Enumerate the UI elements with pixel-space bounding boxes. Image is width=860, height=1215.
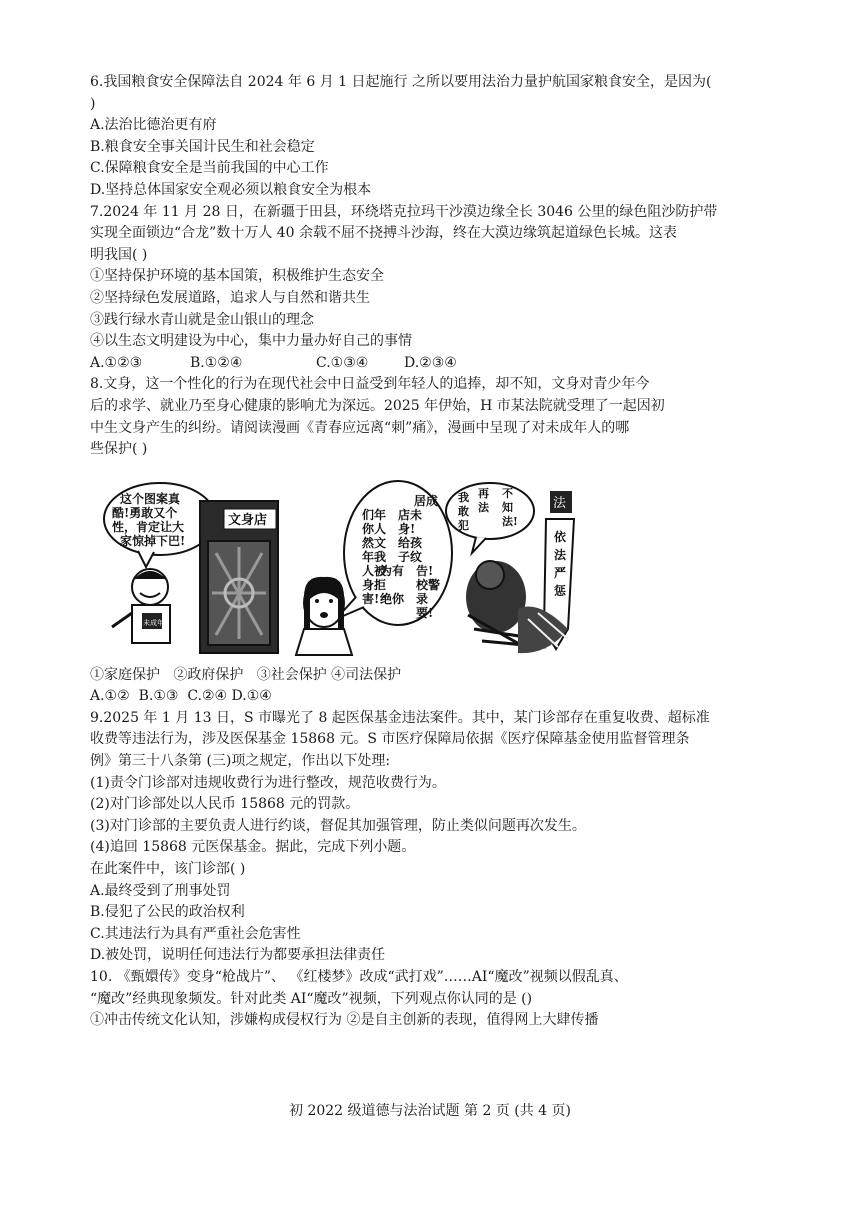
bubble-2-col: 人被 — [362, 563, 387, 578]
question-7-statement-1: ①坚持保护环境的基本国策，积极维护生态安全 — [90, 268, 384, 285]
question-6-stem-cont: ) — [90, 95, 96, 112]
question-8-statement-3: ③社会保护 — [256, 666, 327, 683]
question-8-stem-line: 后的求学、就业乃至身心健康的影响尤为深远。2025 年伊始，H 市某法院就受理了一起因初 — [90, 397, 665, 414]
bubble-3-col: 敢 — [458, 504, 469, 518]
comic-panel-1 — [104, 483, 278, 653]
question-9-stem-line: 例》第三十八条第 (三)项之规定，作出以下处理: — [90, 753, 391, 770]
comic-panel-3 — [446, 483, 574, 653]
question-10 — [90, 967, 730, 1032]
bubble-1-line-1: 这个图案真 — [120, 491, 181, 506]
bubble-2-col: 绝你 — [380, 591, 405, 606]
question-6-option-a: A.法治比德治更有府 — [90, 117, 217, 134]
question-9 — [90, 708, 730, 967]
boy-shirt-text: 未成年 — [143, 618, 164, 627]
question-8-stem-line: 些保护( ) — [90, 441, 148, 458]
question-7-choice-c: C.①③④ — [316, 354, 369, 371]
question-7-statement-2: ②坚持绿色发展道路，追求人与自然和谐共生 — [90, 289, 370, 306]
bubble-2-col: 身! — [398, 521, 416, 536]
question-7-choice-d: D.②③④ — [404, 354, 457, 371]
bubble-2-col: 店未 — [398, 507, 423, 522]
bubble-2-col: 居成 — [414, 493, 439, 508]
page-footer: 初 2022 级道德与法治试题 第 2 页 (共 4 页) — [289, 1103, 571, 1119]
question-8-choices — [90, 686, 730, 708]
bubble-3-col: 知 — [502, 500, 513, 514]
bubble-2-col: 然文 — [362, 535, 387, 550]
question-7 — [90, 202, 730, 375]
bubble-2-col: 们年 — [362, 507, 387, 522]
question-7-choice-b: B.①②④ — [190, 354, 243, 371]
bubble-1-line-4: 家惊掉下巴! — [120, 533, 186, 548]
bubble-2-col: 子纹 — [398, 549, 423, 564]
shop-sign: 文身店 — [228, 512, 268, 528]
question-7-stem-line: 7.2024 年 11 月 28 日，在新疆于田县，环绕塔克拉玛干沙漠边缘全长 3046 公里的绿色阻沙防护带 — [90, 203, 718, 220]
bubble-2-col: 年我 — [362, 549, 387, 564]
question-8-choice-a: A.①② — [90, 688, 130, 705]
question-9-option-c: C.其违法行为具有严重社会危害性 — [90, 925, 301, 942]
question-7-stem-line: 明我国( ) — [90, 246, 148, 263]
question-8-choice-c: C.②④ — [187, 688, 228, 705]
question-10-stem-line: “魔改”经典现象频发。针对此类 AI“魔改”视频，下列观点你认同的是 () — [90, 990, 533, 1007]
sword-text-1: 依 — [554, 529, 567, 544]
bubble-2-col: 给孩 — [398, 535, 423, 550]
sword-text-3: 严 — [554, 565, 567, 580]
question-9-stem-line: 在此案件中，该门诊部( ) — [90, 861, 246, 878]
question-8-stem-line: 中生文身产生的纠纷。请阅读漫画《青春应远离“刺”痛》，漫画中呈现了对未成年人的哪 — [90, 419, 630, 436]
sword-text-4: 惩 — [554, 583, 567, 598]
question-6 — [90, 72, 730, 202]
bubble-2-col: 你人 — [362, 521, 387, 536]
question-7-statement-3: ③践行绿水青山就是金山银山的理念 — [90, 311, 314, 328]
question-9-stem-line: (2)对门诊部处以人民币 15868 元的罚款。 — [90, 796, 360, 813]
question-8 — [90, 374, 730, 708]
question-9-stem-line: (1)责令门诊部对违规收费行为进行整改，规范收费行为。 — [90, 774, 446, 791]
bubble-3-col: 再 — [478, 486, 489, 500]
bubble-2-col: 录 — [416, 591, 429, 606]
question-8-statements — [90, 665, 730, 687]
question-9-option-a: A.最终受到了刑事处罚 — [90, 882, 231, 899]
question-10-stem-line: 10. 《甄嬛传》变身“枪战片”、 《红楼梦》改成“武打戏”……AI“魔改”视频以假乱真、 — [90, 969, 628, 985]
bubble-3-col: 法 — [478, 500, 489, 514]
question-8-choice-d: D.①④ — [231, 688, 272, 705]
question-7-choices — [90, 353, 730, 375]
question-8-statement-2: ②政府保护 — [173, 666, 244, 683]
question-9-stem-line: (4)追回 15868 元医保基金。据此，完成下列小题。 — [90, 839, 416, 856]
question-9-stem-line: 9.2025 年 1 月 13 日，S 市曝光了 8 起医保基金违法案件。其中，某门诊部存在重复收费、超标准 — [90, 709, 710, 726]
bubble-2-col: 身拒 — [362, 577, 387, 592]
question-9-option-b: B.侵犯了公民的政治权利 — [90, 904, 245, 921]
sword-text-2: 法 — [554, 547, 567, 562]
question-7-statement-4: ④以生态文明建设为中心，集中力量办好自己的事情 — [90, 333, 412, 350]
question-8-stem-line: 8.文身，这一个性化的行为在现代社会中日益受到年轻人的追捧，却不知，文身对青少年今 — [90, 376, 650, 393]
bubble-2-col: 要! — [416, 605, 434, 620]
question-10-stem-line: ①冲击传统文化认知，涉嫌构成侵权行为 ②是自主创新的表现，值得网上大肆传播 — [90, 1012, 599, 1029]
bubble-3-col: 法! — [502, 514, 518, 528]
bubble-2-col: 为有 — [380, 563, 405, 578]
question-6-option-d: D.坚持总体国家安全观必须以粮食安全为根本 — [90, 181, 372, 198]
question-8-statement-1: ①家庭保护 — [90, 666, 160, 683]
question-7-stem-line: 实现全面锁边“合龙”数十万人 40 余载不屈不挠搏斗沙海，终在大漠边缘筑起道绿色长城。这表 — [90, 225, 678, 242]
bubble-1-line-3: 性，肯定让大 — [112, 519, 185, 534]
bubble-3-col: 犯 — [458, 518, 469, 532]
bubble-2-col: 害! — [362, 591, 380, 606]
banner-text: 法 — [553, 495, 567, 511]
bubble-2-col: 告! — [416, 563, 434, 578]
bubble-3-col: 不 — [502, 486, 513, 500]
comic-svg — [98, 479, 588, 657]
question-9-stem-line: 收费等违法行为，涉及医保基金 15868 元。S 市医疗保障局依据《医疗保障基金使用监督管理条 — [90, 731, 690, 748]
tattoo-comic — [98, 479, 588, 657]
questions-content — [90, 72, 730, 1032]
question-7-choice-a: A.①②③ — [90, 354, 143, 371]
comic-panel-2 — [296, 481, 452, 655]
question-9-option-d: D.被处罚，说明任何违法行为都要承担法律责任 — [90, 947, 386, 964]
question-6-option-b: B.粮食安全事关国计民生和社会稳定 — [90, 138, 315, 155]
question-9-stem-line: (3)对门诊部的主要负责人进行约谈，督促其加强管理，防止类似问题再次发生。 — [90, 817, 586, 834]
question-8-statement-4: ④司法保护 — [331, 666, 402, 683]
bubble-1-line-2: 酷!勇敢又个 — [112, 505, 178, 520]
question-6-stem: 6.我国粮食安全保障法自 2024 年 6 月 1 日起施行 之所以要用法治力量护航国家粮食安全，是因为( — [90, 74, 712, 90]
question-6-option-c: C.保障粮食安全是当前我国的中心工作 — [90, 160, 329, 177]
bubble-3-col: 我 — [458, 490, 469, 504]
bubble-2-col: 校警 — [416, 577, 441, 592]
question-8-choice-b: B.①③ — [138, 688, 179, 705]
